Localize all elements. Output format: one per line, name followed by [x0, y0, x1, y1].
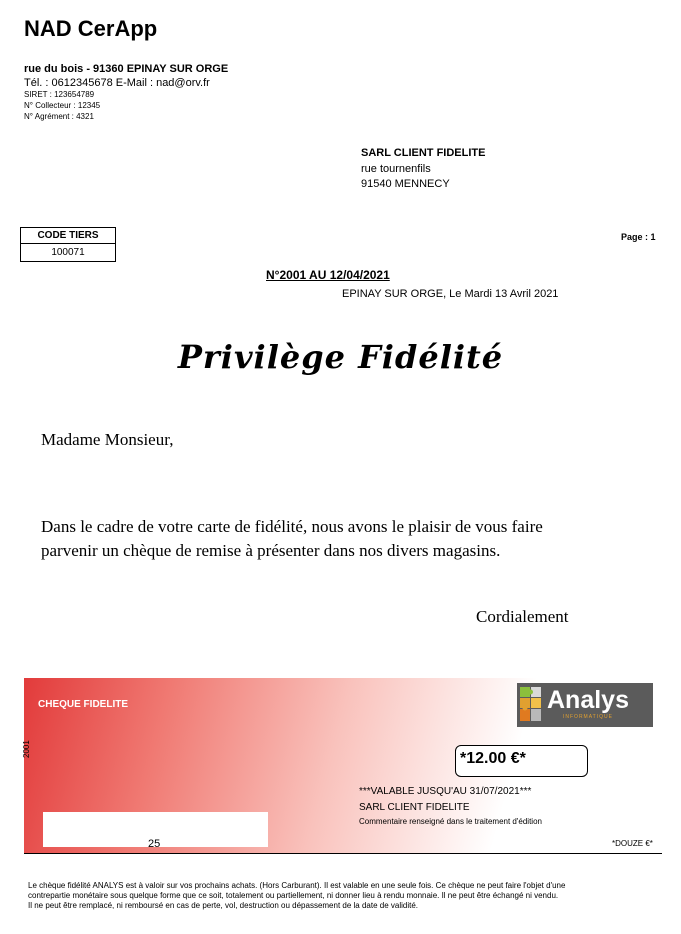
cheque-payee: SARL CLIENT FIDELITE	[359, 802, 470, 813]
cheque-validity: ***VALABLE JUSQU'AU 31/07/2021***	[359, 786, 532, 797]
code-tiers-box	[20, 227, 116, 262]
company-collector: N° Collecteur : 12345	[24, 101, 101, 110]
cheque-title: CHEQUE FIDELITE	[38, 699, 129, 710]
letter-body-line-2: parvenir un chèque de remise à présenter dans nos divers magasins.	[41, 541, 501, 560]
letter-closing: Cordialement	[476, 607, 569, 626]
company-siret: SIRET : 123654789	[24, 90, 95, 99]
company-address: rue du bois - 91360 EPINAY SUR ORGE	[24, 63, 229, 75]
company-name: NAD CerApp	[24, 16, 158, 41]
recipient-name: SARL CLIENT FIDELITE	[361, 147, 486, 159]
letter-title: Privilège Fidélité	[177, 338, 504, 376]
puzzle-icon	[517, 683, 547, 727]
cheque-amount-words: *DOUZE €*	[612, 839, 653, 848]
recipient-city: 91540 MENNECY	[361, 178, 450, 190]
place-date: EPINAY SUR ORGE, Le Mardi 13 Avril 2021	[342, 288, 559, 300]
cheque-field-number: 25	[148, 838, 161, 850]
cheque-comment: Commentaire renseigné dans le traitement d'édition	[359, 817, 542, 826]
cheque-amount: *12.00 €*	[460, 750, 526, 767]
logo-wordmark: Analys	[547, 686, 629, 714]
company-agreement: N° Agrément : 4321	[24, 112, 94, 121]
legal-line-1: Le chèque fidélité ANALYS est à valoir sur vos prochains achats. (Hors Carburant). Il est valable en une seule fois. Ce chèque ne peut faire l'objet d'une	[28, 881, 566, 890]
letter-greeting: Madame Monsieur,	[41, 430, 174, 449]
legal-line-2: contrepartie monétaire sous quelque forme que ce soit, totalement ou partiellement, ni donner lieu à rendu monnaie. Il ne peut être échangé ni vendu.	[28, 891, 559, 900]
company-contact: Tél. : 0612345678 E-Mail : nad@orv.fr	[24, 77, 210, 89]
code-tiers-value: 100071	[51, 247, 85, 258]
logo-subtext: INFORMATIQUE	[563, 714, 613, 720]
page-number: Page : 1	[621, 232, 656, 242]
cheque-vertical-number: 2001	[22, 740, 31, 758]
divider	[24, 853, 662, 854]
recipient-street: rue tournenfils	[361, 163, 431, 175]
letter-body-line-1: Dans le cadre de votre carte de fidélité, nous avons le plaisir de vous faire	[41, 517, 543, 536]
code-tiers-label: CODE TIERS	[21, 228, 115, 244]
document-number: N°2001 AU 12/04/2021	[266, 268, 390, 282]
legal-line-3: Il ne peut être remplacé, ni remboursé en cas de perte, vol, destruction ou dépassement de la date de validité.	[28, 901, 419, 910]
